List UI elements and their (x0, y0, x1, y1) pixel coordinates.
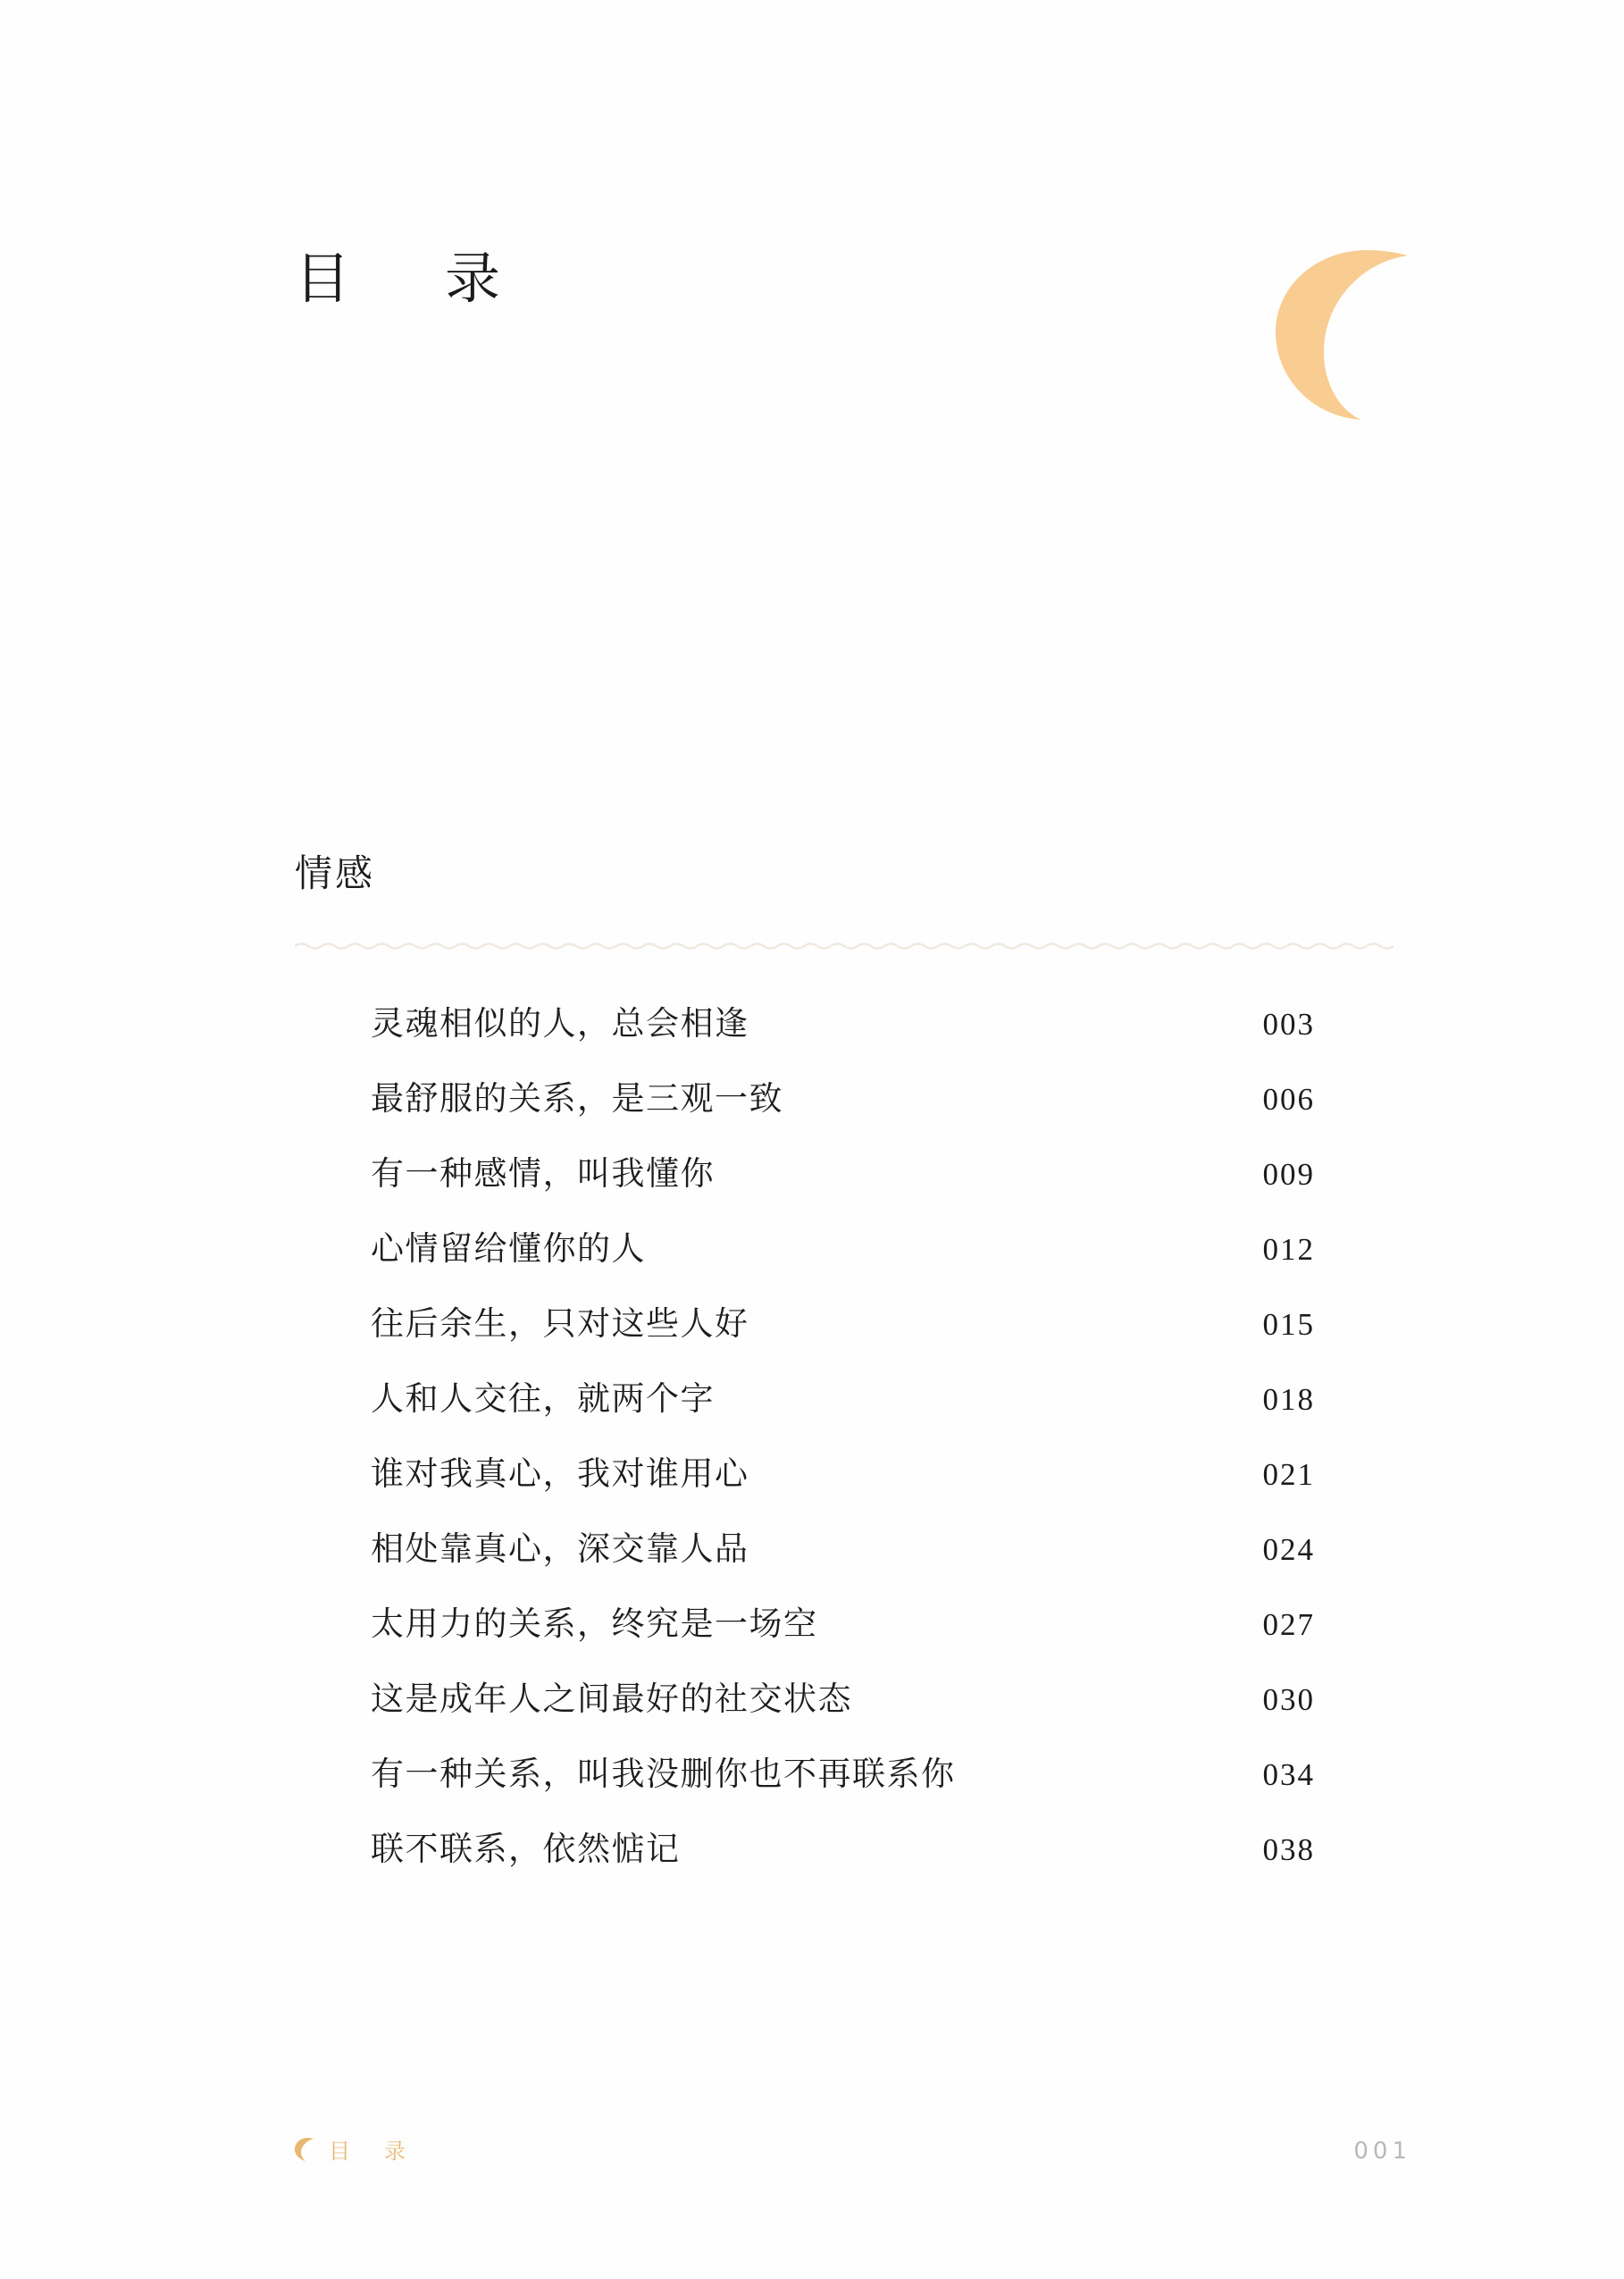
entry-title: 联不联系，依然惦记 (371, 1831, 681, 1869)
entry-title: 人和人交往，就两个字 (371, 1381, 715, 1419)
footer-label: 目 录 (329, 2139, 412, 2164)
page-title: 目 录 (295, 249, 521, 310)
list-item[interactable] (295, 1672, 1394, 1747)
entry-title: 谁对我真心，我对谁用心 (371, 1456, 749, 1494)
entry-page-number: 027 (1262, 1607, 1315, 1643)
footer-running-head (295, 2133, 412, 2165)
entry-page-number: 018 (1262, 1382, 1315, 1418)
page-header (0, 0, 1624, 465)
entry-title: 灵魂相似的人，总会相逢 (371, 1006, 749, 1043)
entry-page-number: 012 (1262, 1232, 1315, 1268)
section-title: 情感 (295, 851, 376, 895)
entry-title: 这是成年人之间最好的社交状态 (371, 1681, 852, 1719)
entry-title: 有一种感情，叫我懂你 (371, 1156, 715, 1194)
entry-page-number: 024 (1262, 1532, 1315, 1568)
list-item[interactable] (295, 1446, 1394, 1521)
entry-page-number: 021 (1262, 1457, 1315, 1493)
entry-title: 往后余生，只对这些人好 (371, 1306, 749, 1344)
entry-page-number: 006 (1262, 1082, 1315, 1118)
entry-page-number: 030 (1262, 1682, 1315, 1718)
section-emotion (295, 853, 1394, 1897)
list-item[interactable] (295, 1296, 1394, 1371)
entry-page-number: 015 (1262, 1307, 1315, 1343)
list-item[interactable] (295, 996, 1394, 1071)
list-item[interactable] (295, 1822, 1394, 1897)
entry-title: 心情留给懂你的人 (371, 1231, 646, 1269)
entry-page-number: 003 (1262, 1007, 1315, 1043)
list-item[interactable] (295, 1747, 1394, 1822)
entry-page-number: 009 (1262, 1157, 1315, 1193)
entry-page-number: 038 (1262, 1832, 1315, 1868)
list-item[interactable] (295, 1071, 1394, 1146)
entry-page-number: 034 (1262, 1757, 1315, 1793)
list-item[interactable] (295, 1221, 1394, 1296)
list-item[interactable] (295, 1521, 1394, 1596)
crescent-moon-icon (1268, 250, 1419, 420)
wavy-divider (295, 942, 1394, 951)
entry-title: 最舒服的关系，是三观一致 (371, 1081, 783, 1119)
entry-title: 有一种关系，叫我没删你也不再联系你 (371, 1756, 956, 1794)
list-item[interactable] (295, 1596, 1394, 1672)
footer-page-number: 001 (1353, 2138, 1411, 2165)
crescent-moon-small-icon (295, 2138, 316, 2161)
entry-title: 太用力的关系，终究是一场空 (371, 1606, 818, 1644)
page-footer (0, 2091, 1624, 2279)
entry-title: 相处靠真心，深交靠人品 (371, 1531, 749, 1569)
list-item[interactable] (295, 1371, 1394, 1446)
list-item[interactable] (295, 1146, 1394, 1221)
toc-entry-list (295, 996, 1394, 1897)
